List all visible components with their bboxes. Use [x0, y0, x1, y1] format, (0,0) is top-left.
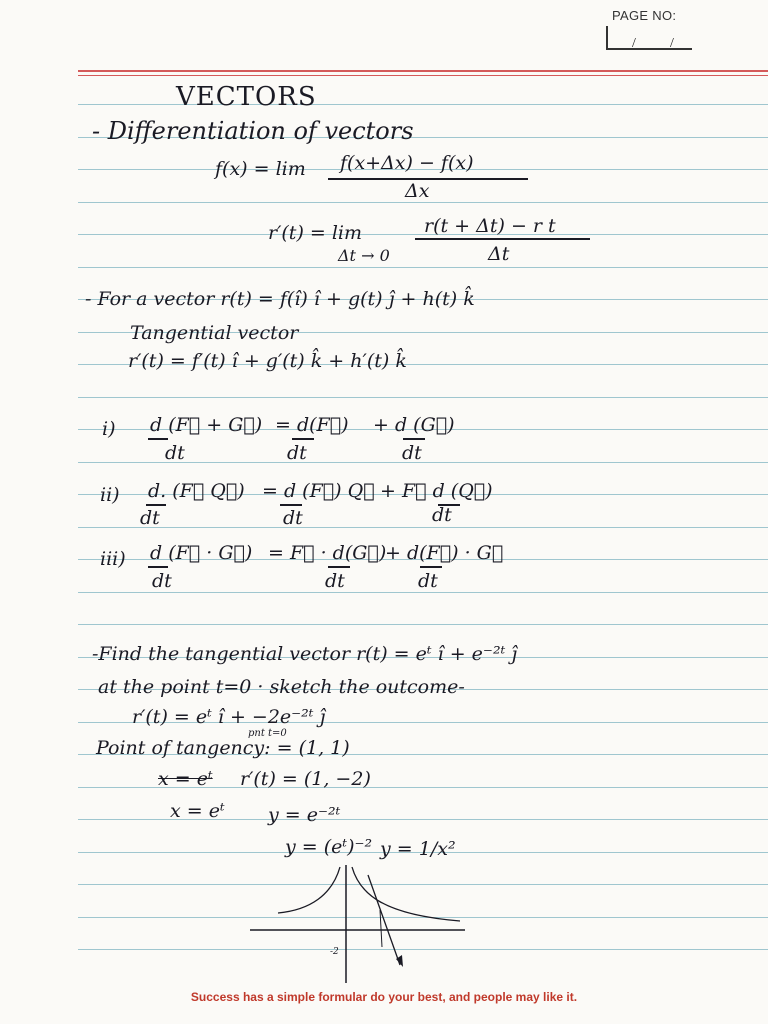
vector-definition: - For a vector r(t) = f(î) î + g(t) ĵ + h(t) k̂	[85, 288, 475, 310]
rule-rhs: + F⃗ d (Q⃗)	[380, 480, 493, 502]
rule-middle: = F⃗ · d(G⃗)	[268, 542, 387, 564]
page-title: VECTORS	[176, 82, 317, 112]
rule-middle-denominator: dt	[325, 570, 345, 592]
rule-middle: = d(F⃗)	[275, 414, 349, 436]
fraction-bar	[148, 566, 168, 568]
fraction-bar	[146, 504, 166, 506]
graph-sketch	[250, 855, 470, 985]
fraction-bar	[148, 438, 168, 440]
margin-line	[78, 70, 768, 72]
tangent-value: r′(t) = (1, −2)	[240, 768, 371, 790]
rule-number: iii)	[100, 548, 126, 570]
y-final: y = 1/x²	[380, 838, 456, 860]
rule-lhs: d (F⃗ · G⃗)	[150, 542, 253, 564]
tangent-vector	[380, 910, 382, 947]
rule-lhs-denominator: dt	[165, 442, 185, 464]
ruled-line	[78, 592, 768, 593]
derivative-numerator: f(x+Δx) − f(x)	[340, 152, 474, 174]
ruled-line	[78, 267, 768, 268]
point-of-tangency: Point of tangency: = (1, 1)	[96, 737, 350, 759]
rule-number: ii)	[100, 484, 120, 506]
tangential-heading: Tangential vector	[130, 322, 299, 344]
y-equation: y = e⁻²ᵗ	[268, 804, 341, 826]
rule-rhs-denominator: dt	[432, 504, 452, 526]
rule-middle-denominator: dt	[287, 442, 307, 464]
y-substitution: y = (eᵗ)⁻²	[285, 836, 373, 858]
tangent-line	[368, 875, 400, 965]
section-subtitle: - Differentiation of vectors	[92, 117, 414, 145]
fraction-bar	[328, 566, 350, 568]
ruled-line	[78, 234, 768, 235]
rule-rhs: + d(F⃗) · G⃗	[385, 542, 504, 564]
fraction-bar	[292, 438, 314, 440]
axis-mark-label: -2	[330, 947, 339, 957]
problem-derivative: r′(t) = eᵗ î + −2e⁻²ᵗ ĵ	[132, 706, 326, 728]
rule-lhs-denominator: dt	[140, 507, 160, 529]
page-no-value: /	[632, 36, 636, 51]
fraction-bar	[420, 566, 442, 568]
derivative-lhs: f(x) = lim	[215, 158, 306, 180]
rule-rhs-denominator: dt	[418, 570, 438, 592]
fraction-bar	[415, 238, 590, 240]
vector-derivative-numerator: r(t + Δt) − r t	[424, 215, 556, 237]
page-no-value-2: /	[670, 36, 674, 51]
rule-rhs: + d (G⃗)	[373, 414, 455, 436]
ruled-line	[78, 397, 768, 398]
rule-number: i)	[102, 418, 116, 440]
rule-middle-denominator: dt	[283, 507, 303, 529]
problem-statement: -Find the tangential vector r(t) = eᵗ î + e⁻²ᵗ ĵ	[92, 643, 518, 665]
rule-lhs: d. (F⃗ Q⃗)	[148, 480, 245, 502]
margin-line-secondary	[78, 75, 768, 76]
rule-lhs-denominator: dt	[152, 570, 172, 592]
fraction-bar	[280, 504, 302, 506]
tangency-note: pnt t=0	[248, 728, 287, 739]
left-branch-curve	[278, 867, 340, 913]
fraction-bar	[403, 438, 425, 440]
rule-lhs: d (F⃗ + G⃗)	[150, 414, 263, 436]
derivative-denominator: Δx	[405, 180, 430, 202]
crossed-out-expression: x = eᵗ	[158, 768, 213, 790]
vector-derivative-denominator: Δt	[488, 243, 510, 265]
x-equation: x = eᵗ	[170, 800, 225, 822]
ruled-line	[78, 527, 768, 528]
tangential-equation: r′(t) = f′(t) î + g′(t) k̂ + h′(t) k̂	[128, 350, 407, 372]
vector-derivative-limit: Δt → 0	[338, 246, 390, 265]
ruled-line	[78, 624, 768, 625]
rule-middle: = d (F⃗) Q⃗	[262, 480, 375, 502]
footer-quote: Success has a simple formular do your best, and people may like it.	[190, 990, 578, 1004]
vector-derivative-lhs: r′(t) = lim	[268, 222, 363, 244]
ruled-line	[78, 202, 768, 203]
problem-statement-line2: at the point t=0 · sketch the outcome-	[98, 676, 465, 698]
page-no-label: PAGE NO:	[612, 8, 677, 23]
page-no-box	[606, 26, 692, 50]
rule-rhs-denominator: dt	[402, 442, 422, 464]
